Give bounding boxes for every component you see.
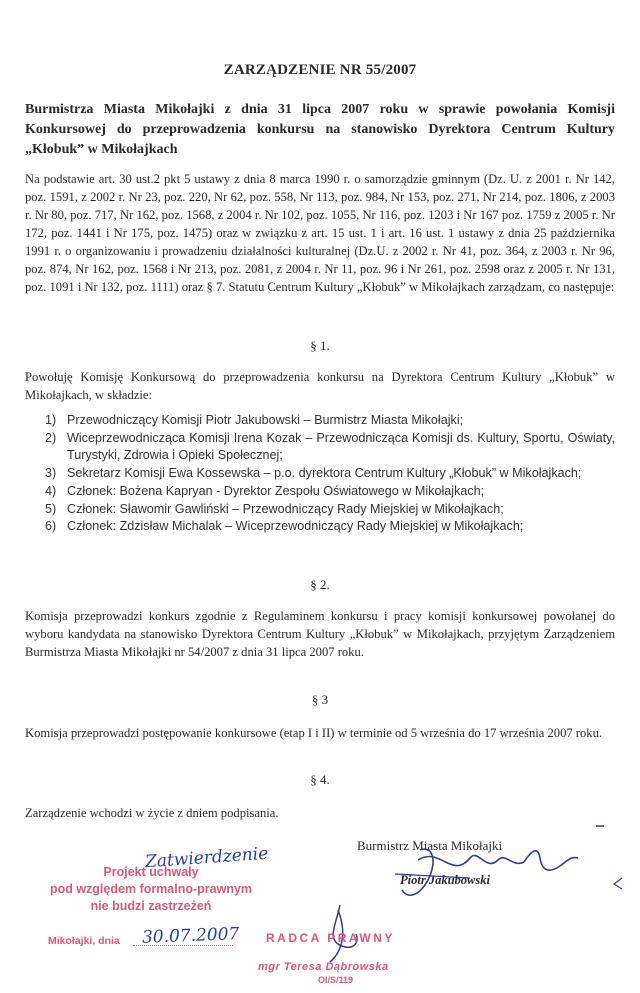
section-4-heading: § 4. (310, 772, 330, 787)
handwritten-date: 30.07.2007 (141, 924, 240, 948)
handwritten-approval: Zatwierdzenie (144, 843, 269, 873)
legal-counsel-number: OI/S/119 (318, 975, 354, 985)
list-item-text: Członek: Bożena Kapryan - Dyrektor Zespołu Oświatowego w Mikołajkach; (67, 483, 485, 498)
list-number: 3) (45, 466, 57, 481)
section-2-heading: § 2. (310, 577, 330, 592)
list-number: 5) (45, 501, 57, 516)
stamp-line-1: Projekt uchwały (103, 865, 199, 879)
mayor-signature (395, 849, 578, 895)
list-item-text: Przewodniczący Komisji Piotr Jakubowski – Burmistrz Miasta Mikołajki; (67, 413, 464, 427)
legal-counsel-stamp: RADCA PRAWNY (266, 931, 395, 945)
list-number: 4) (45, 483, 57, 498)
list-item-text: Sekretarz Komisji Ewa Kossewska – p.o. dyrektora Centrum Kultury „Kłobuk” w Mikołajkach; (67, 466, 582, 481)
legal-counsel-name: mgr Teresa Dąbrowska (258, 961, 389, 973)
legal-approval-stamp (40, 864, 262, 915)
list-number: 6) (45, 519, 57, 534)
signature-title: Burmistrz Miasta Mikołajki (357, 838, 503, 853)
list-item-text: Członek: Zdzisław Michalak – Wiceprzewodniczący Rady Miejskiej w Mikołajkach; (67, 519, 524, 534)
section-1-intro: Powołuję Komisję Konkursową do przeprowadzenia konkursu na Dyrektora Centrum Kultury „Kłobuk” w Mikołajkach, w składzie: (25, 370, 615, 402)
document-subtitle: Burmistrza Miasta Mikołajki z dnia 31 lipca 2007 roku w sprawie powołania Komisji Konkursowej do przeprowadzenia konkursu na stanowisko Dyrektora Centrum Kultury „Kłobuk” w Mikołajkach (25, 102, 615, 157)
stamp-date-label: Mikołajki, dnia (48, 935, 120, 947)
section-2-text: Komisja przeprowadzi konkurs zgodnie z Regulaminem konkursu i pracy komisji konkursowej powołanej do wyboru kandydata na stanowisko Dyrektora Centrum Kultury „Kłobuk” w Mikołajkach, przyjętym Zarządzeniem Burmistrza Miasta Mikołajki nr 54/2007 z dnia 31 lipca 2007 roku. (25, 609, 615, 659)
stamp-line-2: pod względem formalno-prawnym (49, 882, 253, 896)
stamp-line-3: nie budzi zastrzeżeń (90, 899, 212, 913)
section-3-text: Komisja przeprowadzi postępowanie konkursowe (etap I i II) w terminie od 5 września do 17 września 2007 roku. (25, 726, 603, 740)
section-4-text: Zarządzenie wchodzi w życie z dniem podpisania. (25, 806, 279, 820)
document-title: ZARZĄDZENIE NR 55/2007 (223, 62, 417, 78)
list-number: 1) (45, 413, 57, 427)
margin-arrow (614, 878, 622, 889)
signature-name: Piotr Jakubowski (400, 873, 490, 887)
preamble-paragraph: Na podstawie art. 30 ust.2 pkt 5 ustawy z dnia 8 marca 1990 r. o samorządzie gminnym (Dz. U. z 2001 r. Nr 142, poz. 1591, z 2002 r. Nr 23, poz. 220, Nr 62, poz. 558, Nr 113, poz. 984, Nr 153, poz. 271, Nr 214, poz. 1806, z 2003 r. Nr 80, poz. 717, Nr 162, poz. 1568, z 2004 r. Nr 102, poz. 1055, Nr 116, poz. 1203 i Nr 167 poz. 1759 z 2005 r. Nr 172, poz. 1441 i Nr 175, poz. 1475) oraz w związku z art. 15 ust. 1 i art. 16 ust. 1 ustawy z dnia 25 października 1991 r. o organizowaniu i prowadzeniu działalności kulturalnej (Dz.U. z 2002 r. Nr 41, poz. 364, z 2003 r. Nr 96, poz. 874, Nr 162, poz. 1568 i Nr 213, poz. 2081, z 2004 r. Nr 11, poz. 96 i Nr 261, poz. 2598 oraz z 2005 r. Nr 131, poz. 1091 i Nr 132, poz. 1111) oraz § 7. Statutu Centrum Kultury „Kłobuk” w Mikołajkach zarządzam, co następuje: (25, 172, 615, 294)
section-3-heading: § 3 (311, 692, 329, 707)
list-number: 2) (45, 430, 57, 445)
list-item-text: Wiceprzewodnicząca Komisji Irena Kozak – Przewodnicząca Komisji ds. Kultury, Sportu, Oświaty, Turystyki, Zdrowia i Opieki Społecznej; (67, 430, 615, 463)
section-1-heading: § 1. (310, 338, 330, 353)
list-item-text: Członek: Sławomir Gawliński – Przewodniczący Rady Miejskiej w Mikołajkach; (67, 501, 504, 516)
